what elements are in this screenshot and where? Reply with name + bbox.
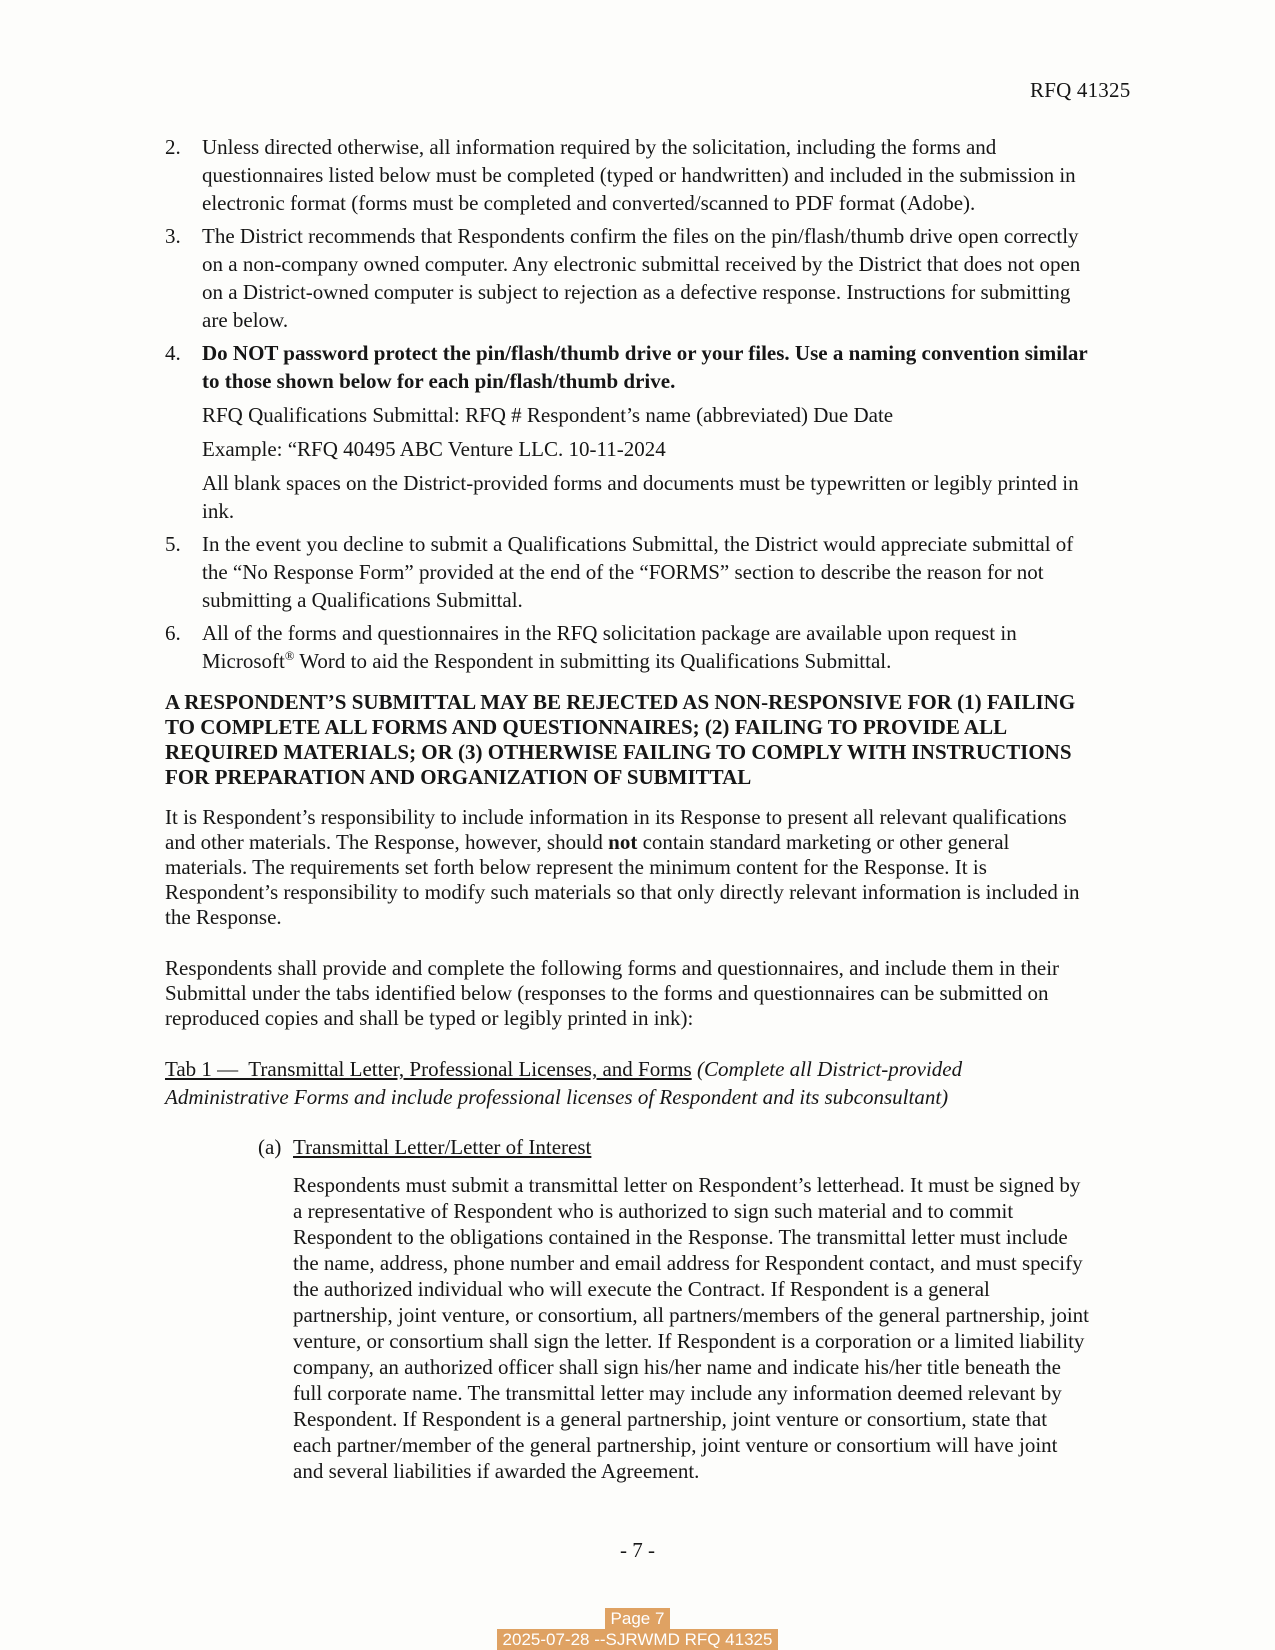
page-number: - 7 - — [620, 1538, 655, 1562]
tab1-heading-italic: (Complete all District-provided Administrative Forms and include professional licenses of Respondent and its subconsultant) — [165, 1057, 963, 1109]
tab1-heading-underlined: Tab 1 — Transmittal Letter, Professional Licenses, and Forms — [165, 1057, 692, 1081]
list-item-text: In the event you decline to submit a Qualifications Submittal, the District would appreciate submittal of the “No Response Form” provided at the end of the “FORMS” section to describe the reason for not submitting a Qualifications Submittal. — [202, 532, 1074, 612]
footer-date-rfq-badge: 2025-07-28 --SJRWMD RFQ 41325 — [497, 1629, 779, 1650]
section-a-heading — [258, 1133, 1090, 1161]
item4-subparagraph-example: Example: “RFQ 40495 ABC Venture LLC. 10-11-2024 — [202, 437, 666, 461]
page-content — [165, 133, 1090, 1484]
responsibility-paragraph — [165, 805, 1090, 930]
responsibility-text-pre: It is Respondent’s responsibility to include information in its Response to present all relevant qualifications and other materials. The Response, however, should — [165, 805, 1067, 854]
registered-trademark-symbol: ® — [284, 649, 295, 663]
page-header-rfq-number: RFQ 41325 — [1030, 78, 1131, 102]
responsibility-text-post: contain standard marketing or other general materials. The requirements set forth below represent the minimum content for the Response. It is Respondent’s responsibility to modify such materials so that only directly relevant information is included in the Response. — [165, 830, 1080, 929]
list-item-text: The District recommends that Respondents confirm the files on the pin/flash/thumb drive open correctly on a non-company owned computer. Any electronic submittal received by the District that does not open on a District-owned computer is subject to rejection as a defective response. Instructions for submitting are below. — [202, 224, 1081, 332]
list-item-number: 5. — [165, 532, 181, 556]
forms-intro-paragraph: Respondents shall provide and complete the following forms and questionnaires, and include them in their Submittal under the tabs identified below (responses to the forms and questionnaires can be submitted on reproduced copies and shall be typed or legibly printed in ink): — [165, 956, 1060, 1030]
list-item-number: 4. — [165, 341, 181, 365]
tab1-heading — [165, 1055, 1090, 1111]
list-item-3 — [165, 222, 1090, 334]
list-item-4 — [165, 339, 1090, 395]
item6-text-post: Word to aid the Respondent in submitting its Qualifications Submittal. — [294, 649, 892, 673]
item4-subparagraph-naming: RFQ Qualifications Submittal: RFQ # Respondent’s name (abbreviated) Due Date — [202, 403, 894, 427]
list-item-text-bold: Do NOT password protect the pin/flash/thumb drive or your files. Use a naming convention similar to those shown below for each pin/flash/thumb drive. — [202, 341, 1088, 393]
list-item-5 — [165, 530, 1090, 614]
item6-text-pre: All of the forms and questionnaires in the RFQ solicitation package are available upon request in Microsoft — [202, 621, 1017, 673]
responsibility-text-not: not — [608, 830, 638, 854]
footer-page-badge: Page 7 — [605, 1608, 671, 1629]
list-item-number: 3. — [165, 224, 181, 248]
footer-stamp — [0, 1608, 1275, 1650]
list-item-6 — [165, 619, 1090, 675]
section-a-heading-text: Transmittal Letter/Letter of Interest — [293, 1135, 592, 1159]
rejection-notice: A RESPONDENT’S SUBMITTAL MAY BE REJECTED AS NON-RESPONSIVE FOR (1) FAILING TO COMPLETE ALL FORMS AND QUESTIONNAIRES; (2) FAILING TO PROVIDE ALL REQUIRED MATERIALS; OR (3) OTHERWISE FAILING TO COMPLY WITH INSTRUCTIONS FOR PREPARATION AND ORGANIZATION OF SUBMITTAL — [165, 690, 1076, 789]
list-item-text — [202, 619, 1090, 675]
list-item-text: Unless directed otherwise, all information required by the solicitation, including the forms and questionnaires listed below must be completed (typed or handwritten) and included in the submission in electronic format (forms must be completed and converted/scanned to PDF format (Adobe). — [202, 135, 1076, 215]
item4-subparagraph-blanks: All blank spaces on the District-provided forms and documents must be typewritten or legibly printed in ink. — [202, 471, 1079, 523]
section-a-label: (a) — [258, 1135, 282, 1159]
list-item-2 — [165, 133, 1090, 217]
list-item-number: 6. — [165, 621, 181, 645]
section-a-body-paragraph: Respondents must submit a transmittal letter on Respondent’s letterhead. It must be signed by a representative of Respondent who is authorized to sign such material and to commit Respondent to the obligations contained in the Response. The transmittal letter must include the name, address, phone number and email address for Respondent contact, and must specify the authorized individual who will execute the Contract. If Respondent is a general partnership, joint venture, or consortium, all partners/members of the general partnership, joint venture, or consortium shall sign the letter. If Respondent is a corporation or a limited liability company, an authorized officer shall sign his/her name and indicate his/her title beneath the full corporate name. The transmittal letter may include any information deemed relevant by Respondent. If Respondent is a general partnership, joint venture or consortium, state that each partner/member of the general partnership, joint venture or consortium will have joint and several liabilities if awarded the Agreement. — [293, 1173, 1090, 1483]
list-item-number: 2. — [165, 135, 181, 159]
